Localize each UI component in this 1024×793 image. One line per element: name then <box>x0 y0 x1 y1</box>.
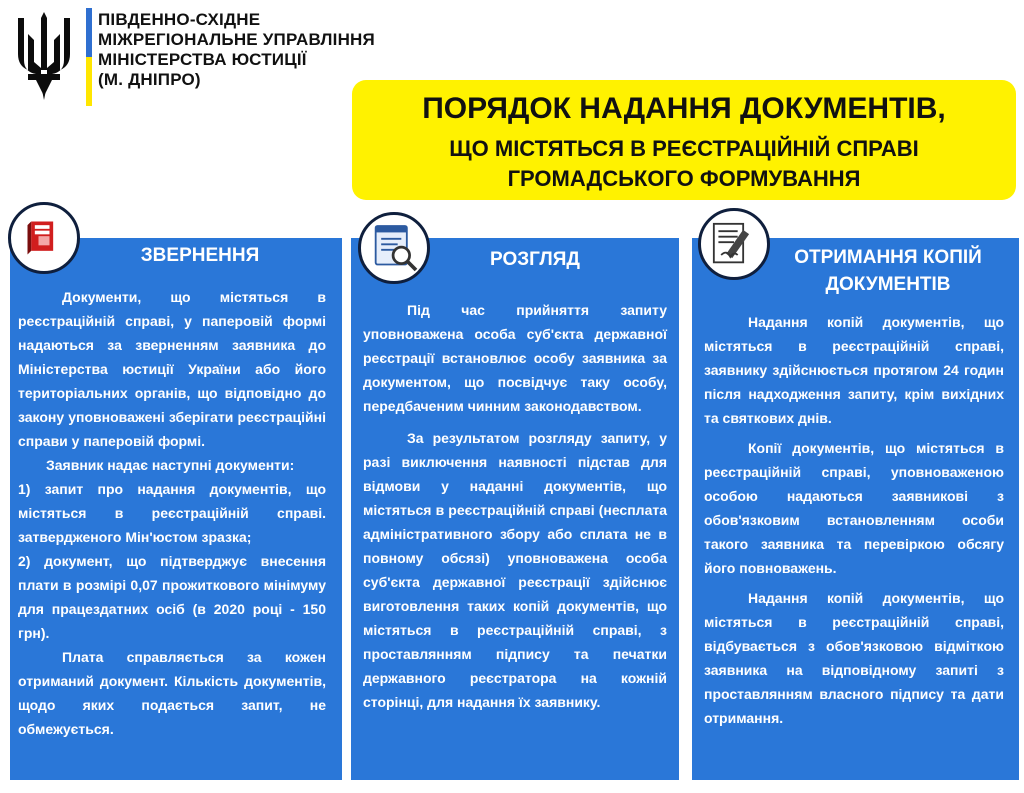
title-line-2: ЩО МІСТЯТЬСЯ В РЕЄСТРАЦІЙНІЙ СПРАВІ <box>449 136 919 161</box>
title-line-1: ПОРЯДОК НАДАННЯ ДОКУМЕНТІВ, <box>422 92 946 125</box>
flag-stripe <box>86 8 92 106</box>
panel-review-body <box>363 298 667 714</box>
org-line-4: (М. ДНІПРО) <box>98 70 201 89</box>
paragraph: Надання копій документів, що містяться в реєстраційній справі, відбувається з обов'язковою відміткою заявника на відповідному запиті з проставлянням власного підпису та дати отримання. <box>704 590 1004 726</box>
paragraph: Під час прийняття запиту уповноважена особа суб'єкта державної реєстрації встановлює особу заявника за документом, що посвідчує таку особу, передбаченим чинним законодавством. <box>363 302 667 414</box>
paragraph: 2) документ, що підтверджує внесення плати в розмірі 0,07 прожиткового мінімуму для працездатних осіб (в 2020 році - 150 грн). <box>18 553 326 641</box>
signing-document-icon <box>698 208 770 280</box>
title-line-3: ГРОМАДСЬКОГО ФОРМУВАННЯ <box>507 166 861 191</box>
paragraph: Копії документів, що містяться в реєстраційній справі, уповноваженою особою надаються заявникові з обов'язковим встановленням особи такого заявника та перевіркою обсягу його повноважень. <box>704 440 1004 576</box>
paragraph: Надання копій документів, що містяться в реєстраційній справі, заявнику здійснюється протягом 24 годин після надходження запиту, крім вихідних та святкових днів. <box>704 314 1004 426</box>
panel-review-title: РОЗГЛЯД <box>490 249 580 270</box>
paragraph: Заявник надає наступні документи: <box>46 457 295 473</box>
panel-receive-body <box>704 310 1004 730</box>
panel-request-title: ЗВЕРНЕННЯ <box>140 245 260 266</box>
panel-receive-title: ОТРИМАННЯ КОПІЙ ДОКУМЕНТІВ <box>794 247 982 295</box>
paragraph: Документи, що містяться в реєстраційній справі, у паперовій формі надаються за зверненням заявника до Міністерства юстиції України або його територіальних органів, що відповідно до закону уповноважені зберігати реєстраційні справи у паперовій формі. <box>18 289 326 449</box>
paragraph: За результатом розгляду запиту, у разі виключення наявності підстав для відмови у наданні документів, що містяться в реєстраційній справі (несплата адміністративного збору або сплата не в повному обсязі) уповноважена особа суб'єкта державної реєстрації здійснює виготовлення таких копій документів, що містяться в реєстраційній справі, з проставлянням підпису та печатки державного реєстратора на кожній сторінці, для надання їх заявнику. <box>363 430 667 710</box>
org-line-3: МІНІСТЕРСТВА ЮСТИЦІЇ <box>98 50 307 69</box>
paragraph: Плата справляється за кожен отриманий документ. Кількість документів, щодо яких подається запит, не обмежується. <box>18 649 326 737</box>
coat-of-arms-logo <box>14 10 74 102</box>
paragraph: 1) запит про надання документів, що містяться в реєстраційній справі. затвердженого Мін'юстом зразка; <box>18 481 326 545</box>
org-line-1: ПІВДЕННО-СХІДНЕ <box>98 10 261 29</box>
organization-name <box>98 10 375 90</box>
panel-request-body <box>18 285 326 741</box>
org-line-2: МІЖРЕГІОНАЛЬНЕ УПРАВЛІННЯ <box>98 30 375 49</box>
title-banner <box>352 80 1016 200</box>
magnifier-document-icon <box>358 212 430 284</box>
document-icon <box>8 202 80 274</box>
